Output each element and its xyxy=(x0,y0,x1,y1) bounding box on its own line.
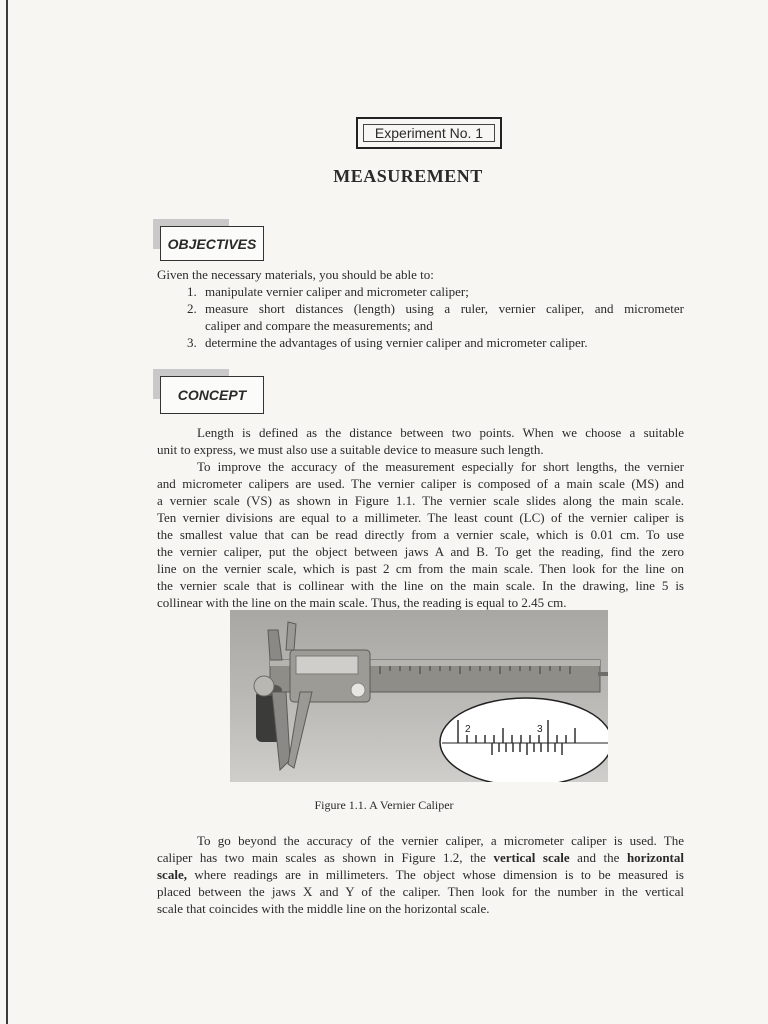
figure-caption: Figure 1.1. A Vernier Caliper xyxy=(314,798,454,812)
objective-item-continuation: caliper and compare the measurements; and xyxy=(205,318,433,333)
micrometer-paragraph: To go beyond the accuracy of the vernier caliper, a micrometer caliper is used. The caliper has two main scales as shown in Figure 1.2, the vertical scale and the horizontal scale, where readings are in millimeters. The object whose dimension is to be measured is placed between the jaws X and Y of the caliper. Then look for the number in the vertical scale that coincides with the middle line on the horizontal scale. xyxy=(157,833,684,916)
page-title: MEASUREMENT xyxy=(333,166,483,186)
scale-label-2: 2 xyxy=(465,724,471,735)
experiment-number-label: Experiment No. 1 xyxy=(363,124,495,142)
objective-item: 1. manipulate vernier caliper and micrometer caliper; xyxy=(187,284,469,299)
vernier-caliper-illustration xyxy=(230,610,608,782)
concept-paragraph-1: Length is defined as the distance between two points. When we choose a suitable unit to express, we must also use a suitable device to measure such length. xyxy=(157,425,684,457)
objective-item: 2. measure short distances (length) using a ruler, vernier caliper, and micrometer xyxy=(187,301,684,316)
page-left-edge-rule xyxy=(6,0,8,1024)
scale-label-3: 3 xyxy=(537,724,543,735)
concept-paragraph-2: To improve the accuracy of the measurement especially for short lengths, the vernier and micrometer calipers are used. The vernier caliper is composed of a main scale (MS) and a vernier scale (VS) as shown in Figure 1.1. The vernier scale slides along the main scale. Ten vernier divisions are equal to a millimeter. The least count (LC) of the vernier caliper is the smallest value that can be read directly from a vernier scale, which is 0.01 cm. To use the vernier caliper, put the object between jaws A and B. To get the reading, find the zero line on the vernier scale, which is past 2 cm from the main scale. Then look for the line on the vernier scale that is collinear with the line on the main scale. In the drawing, line 5 is collinear with the line on the main scale. Thus, the reading is equal to 2.45 cm. xyxy=(157,459,684,610)
objectives-list xyxy=(187,283,684,351)
objectives-heading: OBJECTIVES xyxy=(160,226,264,261)
vernier-caliper-photo xyxy=(230,610,608,782)
objective-item: 3. determine the advantages of using vernier caliper and micrometer caliper. xyxy=(187,335,588,350)
objectives-intro: Given the necessary materials, you should be able to: xyxy=(157,267,434,282)
concept-heading: CONCEPT xyxy=(160,376,264,414)
experiment-number-box xyxy=(356,117,502,149)
